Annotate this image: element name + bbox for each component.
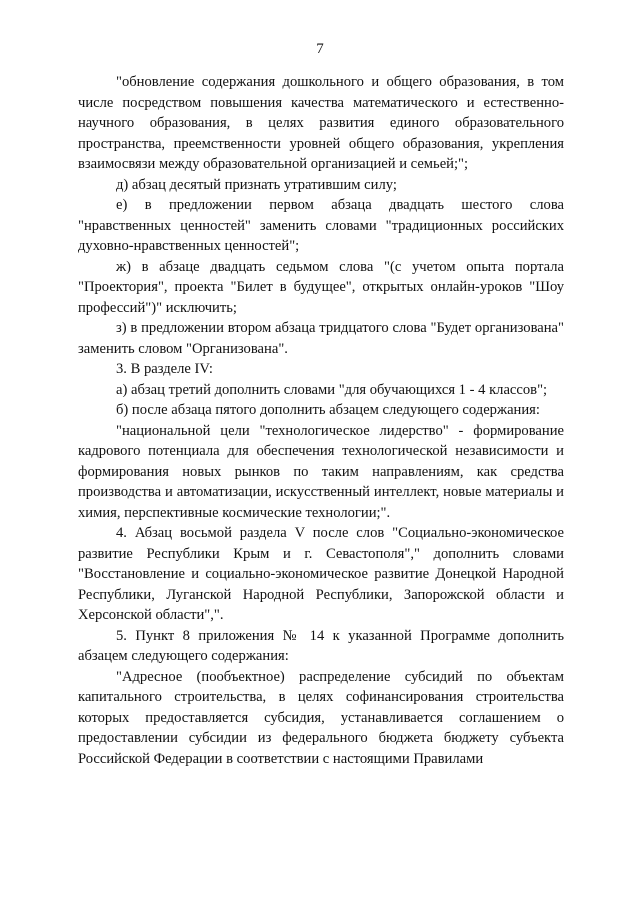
paragraph-1: "обновление содержания дошкольного и общего образования, в том числе посредством повышения качества математического и естественно-научного образования, в целях развития единого образовательного пространства, преемственности уровней общего образования, укрепления взаимосвязи между образовательной организацией и семьей;"; (78, 74, 564, 172)
paragraph-2: д) абзац десятый признать утратившим силу; (116, 176, 397, 193)
document-body (78, 72, 564, 769)
paragraph-10: 4. Абзац восьмой раздела V после слов "Социально-экономическое развитие Республики Крым и г. Севастополя"," дополнить словами "Восстановление и социально-экономическое развитие Донецкой Народной Республики, Луганской Народной Республики, Запорожской области и Херсонской области",". (78, 525, 564, 623)
paragraph-12: "Адресное (пообъектное) распределение субсидий по объектам капитального строительства, в целях софинансирования строительства которых предоставляется субсидия, устанавливается соглашением о предоставлении субсидии из федерального бюджета бюджету субъекта Российской Федерации в соответствии с настоящими Правилами (78, 668, 564, 767)
paragraph-6: 3. В разделе IV: (116, 361, 213, 377)
paragraph-8: б) после абзаца пятого дополнить абзацем следующего содержания: (116, 402, 540, 418)
paragraph-7: а) абзац третий дополнить словами "для обучающихся 1 - 4 классов"; (116, 381, 548, 398)
paragraph-4: ж) в абзаце двадцать седьмом слова "(с учетом опыта портала "Проектория", проекта "Билет в будущее", открытых онлайн-уроков "Шоу профессий")" исключить; (78, 258, 564, 316)
paragraph-9: "национальной цели "технологическое лидерство" - формирование кадрового потенциала для обеспечения технологической независимости и формирования новых рынков по таким направлениям, как средства производства и автоматизации, искусственный интеллект, новые материалы и химия, перспективные космические технологии;". (78, 422, 564, 521)
paragraph-3: е) в предложении первом абзаца двадцать шестого слова "нравственных ценностей" заменить словами "традиционных российских духовно-нравственных ценностей"; (78, 197, 564, 254)
paragraph-5: з) в предложении втором абзаца тридцатого слова "Будет организована" заменить словом "Организована". (78, 320, 564, 357)
paragraph-11: 5. Пункт 8 приложения № 14 к указанной Программе дополнить абзацем следующего содержания: (78, 627, 564, 664)
page-number: 7 (316, 41, 324, 57)
